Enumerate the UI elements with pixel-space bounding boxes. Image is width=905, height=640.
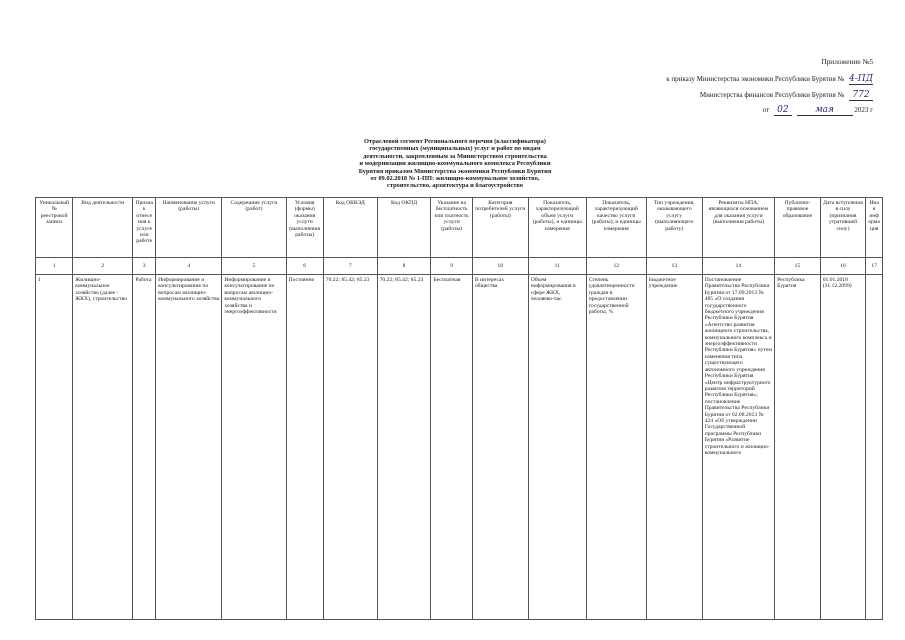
table-cell: Постоянно <box>286 275 323 620</box>
column-header: Содержание услуги (работ) <box>222 198 286 258</box>
column-number: 9 <box>431 258 472 275</box>
table-cell: 70.22; 85.42; 85.23 <box>377 275 431 620</box>
appendix-label: Приложение №5 <box>821 57 873 66</box>
date-year: 2023 г <box>854 106 873 114</box>
table-cell: Степень удовлетворенности граждан в предоставлении государственной работы, % <box>586 275 646 620</box>
date-from-label: от <box>762 106 770 114</box>
table-cell: 70.22; 85.42; 85.23 <box>323 275 377 620</box>
column-number: 5 <box>222 258 286 275</box>
column-header: Вид деятельности <box>73 198 133 258</box>
column-number: 12 <box>586 258 646 275</box>
table-cell: Объем информирования в сфере ЖКХ, человеко-час <box>528 275 586 620</box>
column-number: 4 <box>156 258 222 275</box>
column-number: 7 <box>323 258 377 275</box>
column-header: Тип учреждения, оказывающего услугу (выполняющего работу) <box>646 198 702 258</box>
column-number: 8 <box>377 258 431 275</box>
table-cell: Республика Бурятия <box>775 275 821 620</box>
table-cell: В интересах общества <box>472 275 528 620</box>
column-header: Публично-правовое образование <box>775 198 821 258</box>
column-number: 6 <box>286 258 323 275</box>
title-line: деятельности, закрепленным за Министерством строительства <box>363 152 547 160</box>
column-number-row <box>36 258 883 275</box>
column-number: 17 <box>866 258 883 275</box>
title-line: Бурятия приказом Министерства экономики Республики Бурятия <box>358 167 552 175</box>
date-month: мая <box>797 105 853 116</box>
column-header: Иная информация <box>866 198 883 258</box>
column-number: 15 <box>775 258 821 275</box>
column-header: Признак отнесения к услуге или работе <box>133 198 156 258</box>
table-row <box>36 275 883 620</box>
title-line: Отраслевой сегмент Регионального перечня (классификатора) <box>364 138 546 145</box>
title-line: от 09.02.2018 № 1-ПП: жилищно-коммунальное хозяйство, <box>370 175 540 183</box>
table-cell: Жилищно-коммунальное хозяйство (далее - ЖКХ), строительство <box>73 275 133 620</box>
column-number: 13 <box>646 258 702 275</box>
table-cell: Постановление Правительства Республики Бурятия от 17.09.2013 № 485 «О создании государственного бюджетного учреждения Республики Бурятия «Агентство развития жилищного строительства, коммунального комплекса и энергоэффективности Республики Бурятия» путем изменения типа существующего автономного учреждения Республики Бурятия «Центр инфраструктурного развития территорий Республики Бурятия»; постановление Правительства Республики Бурятия от 02.08.2013 № 424 «Об утверждении Государственной программы Республики Бурятия «Развитие строительного и жилищно-коммунального <box>702 275 774 620</box>
column-number: 11 <box>528 258 586 275</box>
column-number: 2 <box>73 258 133 275</box>
table-cell: 01.01.2018 (31.12.2099) <box>820 275 866 620</box>
order-finance-number: 772 <box>849 90 873 101</box>
document-title <box>320 138 590 190</box>
column-number: 16 <box>820 258 866 275</box>
column-header: Дата вступления в силу (признания утратившей силу) <box>820 198 866 258</box>
column-header: Реквизиты НПА, являющихся основанием для оказания услуги (выполнения работы) <box>702 198 774 258</box>
date-day: 02 <box>774 105 792 116</box>
column-header: Указание на бесплатность или платность услуги (работы) <box>431 198 472 258</box>
title-line: строительство, архитектура и благоустройство <box>387 182 523 190</box>
column-number: 14 <box>702 258 774 275</box>
table-cell <box>866 275 883 620</box>
table-header-row <box>36 198 883 258</box>
table-cell: Бюджетное учреждение <box>646 275 702 620</box>
table-cell: 1 <box>36 275 73 620</box>
table-cell: Работа <box>133 275 156 620</box>
column-number: 3 <box>133 258 156 275</box>
order-line-finance <box>700 90 873 101</box>
registry-table <box>35 197 883 620</box>
order-date-line <box>763 105 873 116</box>
table-cell: Информирование и консультирование по вопросам жилищно-коммунального хозяйства <box>156 275 222 620</box>
order-finance-text: Министерства финансов Республики Бурятия № <box>699 91 845 99</box>
column-header: Код ОКВЭД <box>323 198 377 258</box>
title-line: государственных (муниципальных) услуг и работ по видам <box>369 145 541 153</box>
order-economy-text: к приказу Министерства экономики Республики Бурятия № <box>666 75 845 83</box>
column-header: Условия (формы) оказания услуги (выполнения работы) <box>286 198 323 258</box>
table-cell: Бесплатная <box>431 275 472 620</box>
column-header: Показатель, характеризующий объем услуги (работы), и единицы измерения <box>528 198 586 258</box>
column-header: Показатель, характеризующий качество услуги (работы), и единицы измерения <box>586 198 646 258</box>
column-header: Категория потребителей услуги (работы) <box>472 198 528 258</box>
column-number: 10 <box>472 258 528 275</box>
title-line: и модернизации жилищно-коммунального комплекса Республики <box>359 160 551 168</box>
order-line-economy <box>666 74 873 85</box>
table-cell: Информирование и консультирование по вопросам жилищно-коммунального хозяйства и энергоэффективности <box>222 275 286 620</box>
column-number: 1 <box>36 258 73 275</box>
order-economy-number: 4-ПД <box>849 74 873 84</box>
column-header: Код ОКПД <box>377 198 431 258</box>
column-header: Наименование услуги (работы) <box>156 198 222 258</box>
column-header: Уникальный № реестровой записи <box>36 198 73 258</box>
